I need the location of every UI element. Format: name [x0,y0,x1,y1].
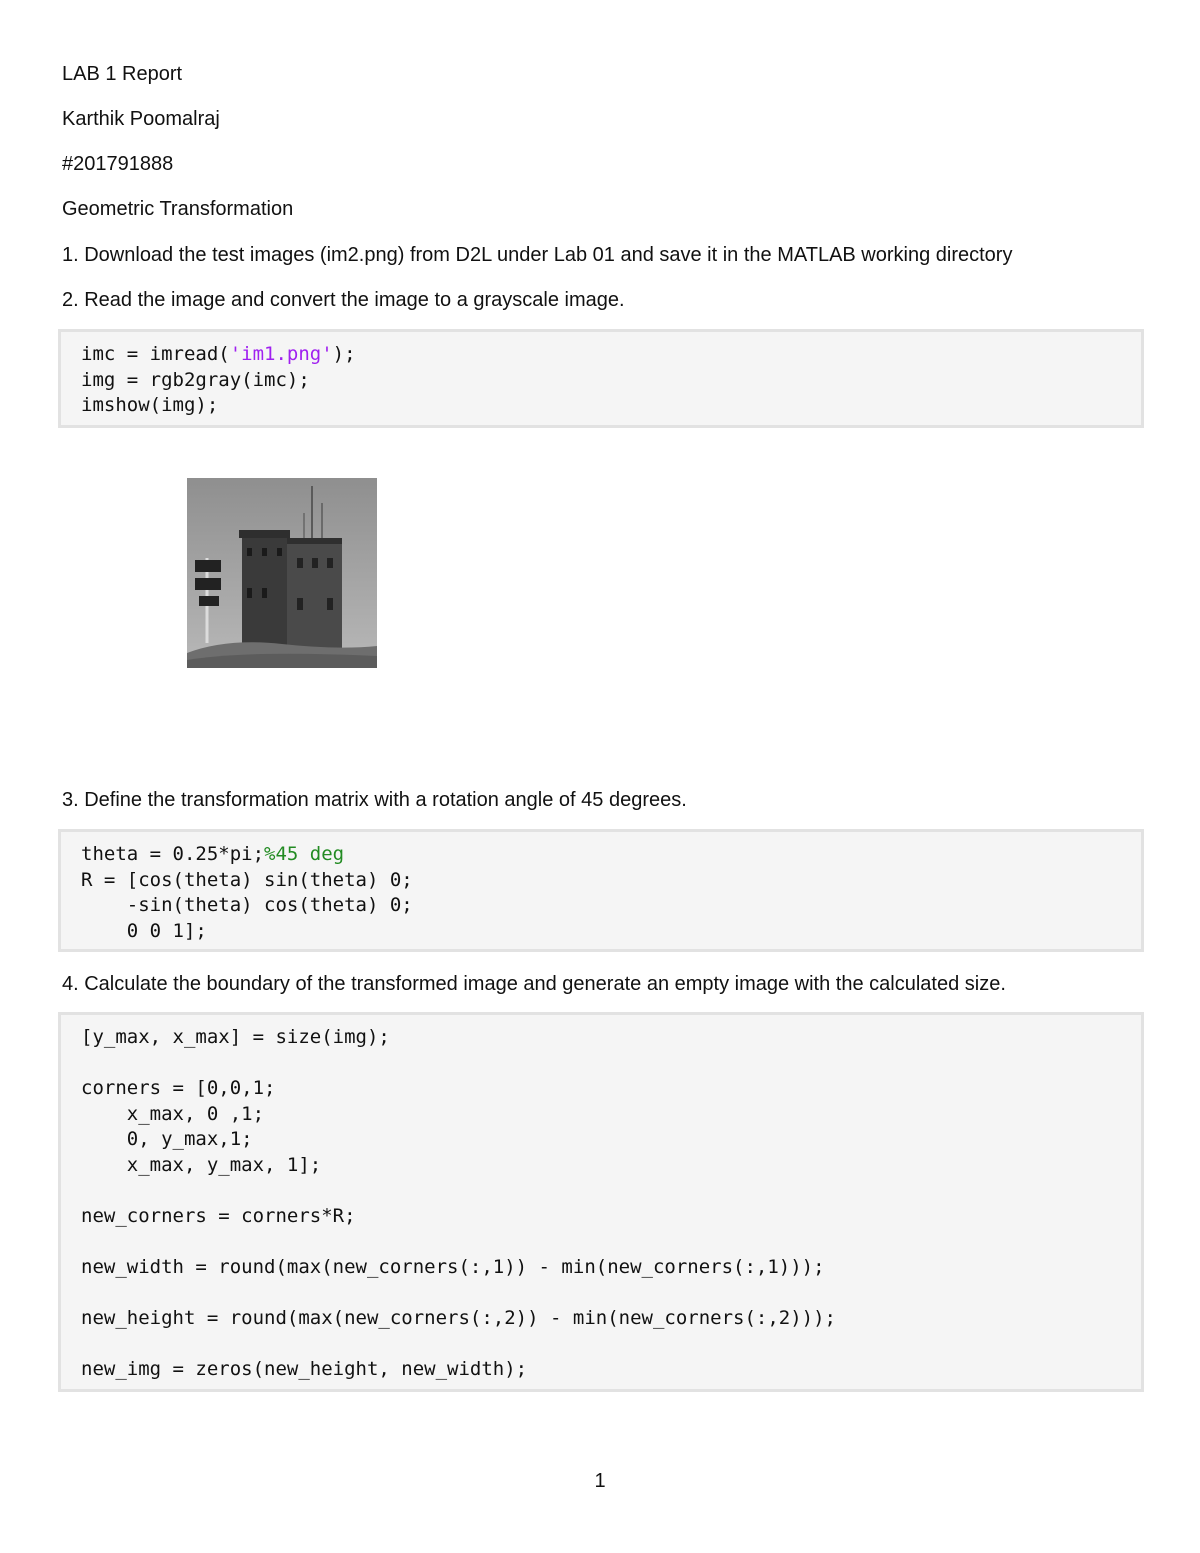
report-title: LAB 1 Report [62,63,183,85]
step-3: 3. Define the transformation matrix with a rotation angle of 45 degrees. [62,789,687,811]
code-line [81,1178,1121,1204]
code-line: new_img = zeros(new_height, new_width); [81,1357,528,1380]
code-block-rotation-matrix [58,829,1144,952]
student-id: #201791888 [62,153,174,175]
step-4: 4. Calculate the boundary of the transformed image and generate an empty image with the calculated size. [62,973,1006,995]
step-1: 1. Download the test images (im2.png) from D2L under Lab 01 and save it in the MATLAB working directory [62,244,1013,266]
step-2: 2. Read the image and convert the image to a grayscale image. [62,289,625,311]
code-line: R = [cos(theta) sin(theta) 0; [81,868,413,891]
code-line [81,1051,1121,1077]
section-topic: Geometric Transformation [62,198,294,220]
code-line: theta = 0.25*pi;%45 deg [81,843,345,865]
code-block-read-image [58,329,1144,428]
page-number: 1 [594,1470,606,1492]
code-line [81,1331,1121,1357]
author-name: Karthik Poomalraj [62,108,220,130]
code-line [81,1280,1121,1306]
code-line: x_max, 0 ,1; [81,1102,265,1125]
code-line: corners = [0,0,1; [81,1077,276,1099]
code-line [81,1229,1121,1255]
code-line: -sin(theta) cos(theta) 0; [81,894,413,916]
code-block-boundary [58,1012,1144,1392]
code-line: 0 0 1]; [81,919,207,942]
code-line: new_width = round(max(new_corners(:,1)) - min(new_corners(:,1))); [81,1255,825,1278]
code-line: img = rgb2gray(imc); [81,368,310,391]
code-line: imc = imread('im1.png'); [81,343,356,365]
code-line: 0, y_max,1; [81,1128,253,1150]
code-line: x_max, y_max, 1]; [81,1153,322,1176]
code-line: new_corners = corners*R; [81,1204,356,1227]
code-line: [y_max, x_max] = size(img); [81,1026,390,1048]
grayscale-tower-image [187,478,377,668]
code-line: new_height = round(max(new_corners(:,2)) - min(new_corners(:,2))); [81,1306,836,1329]
code-line: imshow(img); [81,394,219,416]
